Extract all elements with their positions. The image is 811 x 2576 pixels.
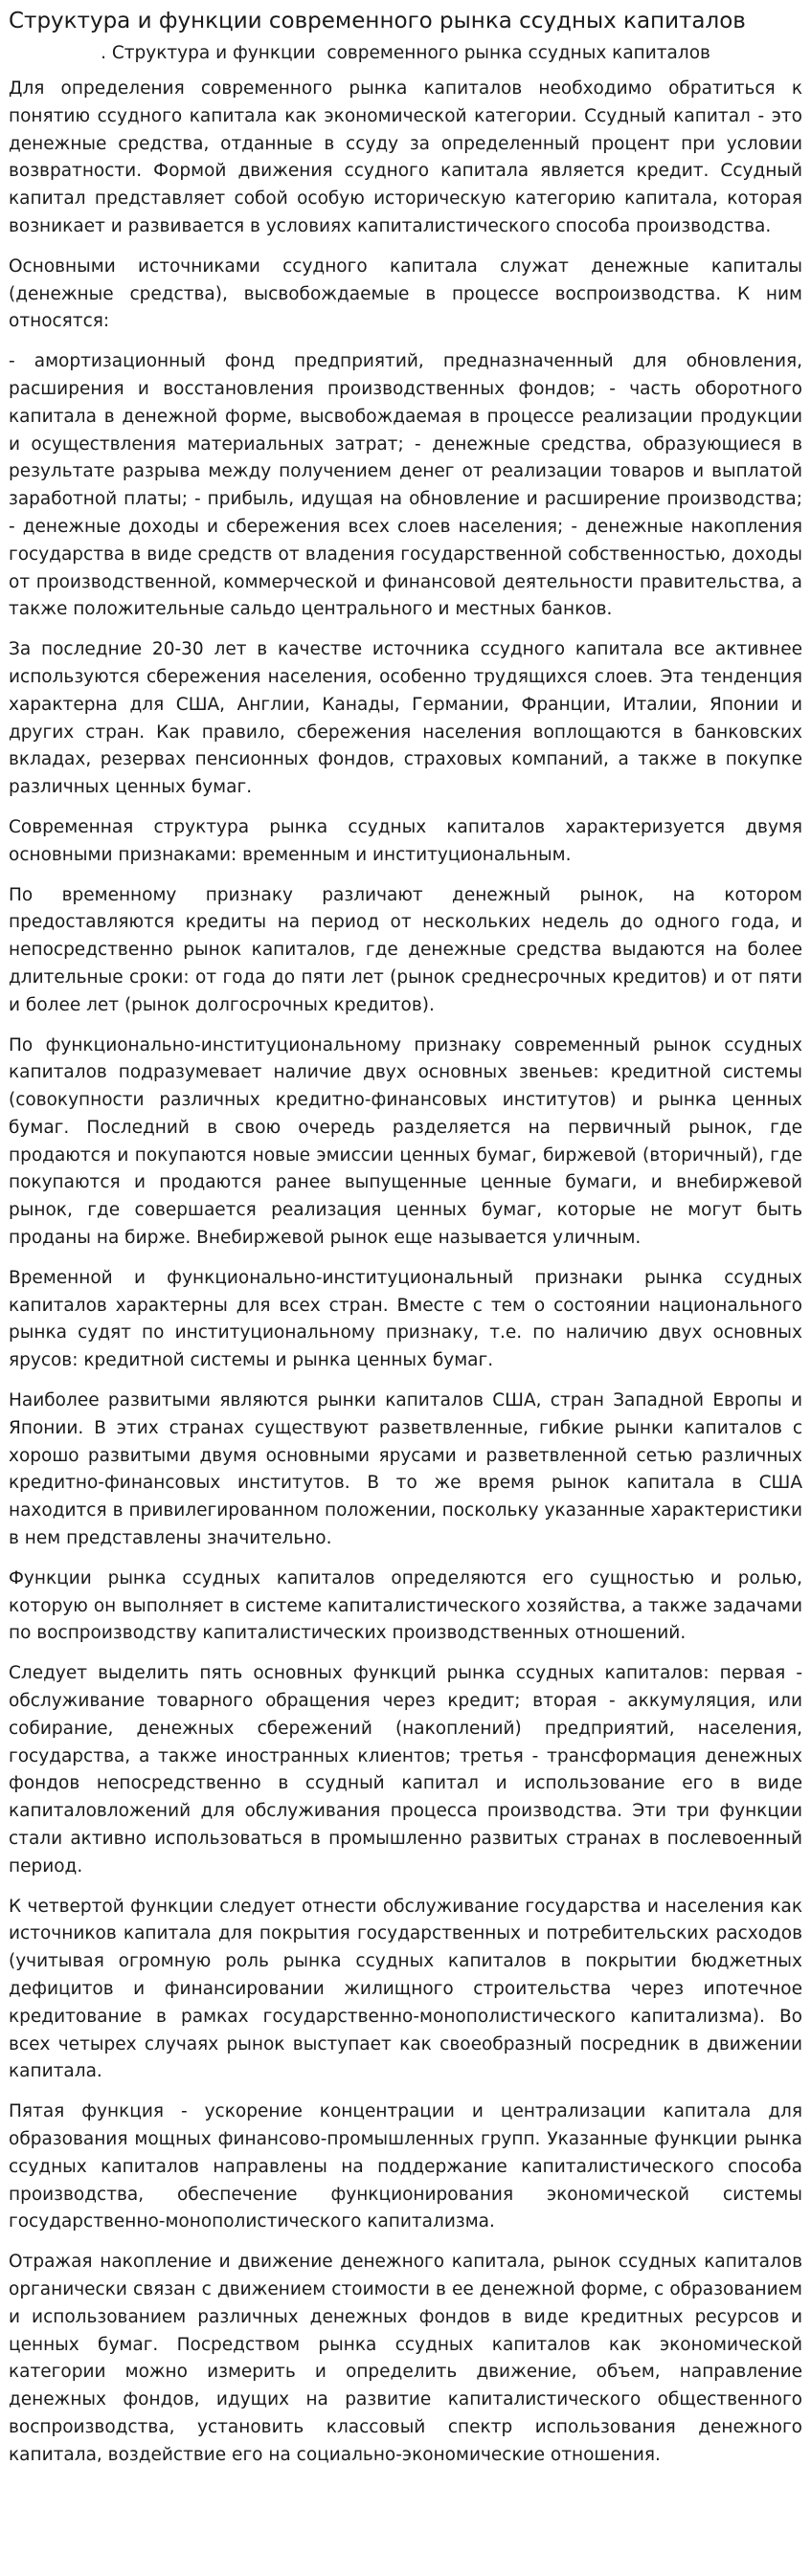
- document-title: Структура и функции современного рынка ссудных капиталов: [9, 9, 746, 33]
- paragraph-2: Основными источниками ссудного капитала служат денежные капиталы (денежные средства), высвобождаемые в процессе воспроизводства. К ним относятся:: [9, 255, 802, 332]
- paragraph-1: Для определения современного рынка капиталов необходимо обратиться к понятию ссудного капитала как экономической категории. Ссудный капитал - это денежные средства, отданные в ссуду за определенный процент при условии возвратности. Формой движения ссудного капитала является кредит. Ссудный капитал представляет собой особую историческую категорию капитала, которая возникает и развивается в условиях капиталистического способа производства.: [9, 78, 802, 236]
- paragraph-13: Пятая функция - ускорение концентрации и централизации капитала для образования мощных финансово-промышленных групп. Указанные функции рынка ссудных капиталов направлены на поддержание капиталистического способа производства, обеспечение функционирования экономической системы государственно-монополистического капитализма.: [9, 2101, 802, 2232]
- paragraph-4: За последние 20-30 лет в качестве источника ссудного капитала все активнее используются сбережения населения, особенно трудящихся слоев. Эта тенденция характерна для США, Англии, Канады, Германии, Франции, Италии, Японии и других стран. Как правило, сбережения населения воплощаются в банковских вкладах, резервах пенсионных фондов, страховых компаний, а также в покупке различных ценных бумаг.: [9, 639, 802, 798]
- paragraph-8: Временной и функционально-институциональный признаки рынка ссудных капиталов характерны для всех стран. Вместе с тем о состоянии национального рынка судят по институциональному признаку, т.е. по наличию двух основных ярусов: кредитной системы и рынка ценных бумаг.: [9, 1267, 802, 1371]
- paragraph-12: К четвертой функции следует отнести обслуживание государства и населения как источников капитала для покрытия государственных и потребительских расходов (учитывая огромную роль рынка ссудных капиталов в покрытии бюджетных дефицитов и финансировании жилищного строительства через ипотечное кредитование в рамках государственно-монополистического капитализма). Во всех четырех случаях рынок выступает как своеобразный посредник в движении капитала.: [9, 1896, 802, 2082]
- document-subtitle: . Структура и функции современного рынка ссудных капиталов: [101, 43, 710, 63]
- paragraph-10: Функции рынка ссудных капиталов определяются его сущностью и ролью, которую он выполняет в системе капиталистического хозяйства, а также задачами по воспроизводству капиталистических производственных отношений.: [9, 1567, 802, 1644]
- paragraph-7: По функционально-институциональному признаку современный рынок ссудных капиталов подразумевает наличие двух основных звеньев: кредитной системы (совокупности различных кредитно-финансовых институтов) и рынка ценных бумаг. Последний в свою очередь разделяется на первичный рынок, где продаются и покупаются новые эмиссии ценных бумаг, биржевой (вторичный), где покупаются и продаются ранее выпущенные ценные бумаги, и внебиржевой рынок, где совершается реализация ценных бумаг, которые не могут быть проданы на бирже. Внебиржевой рынок еще называется уличным.: [9, 1034, 802, 1249]
- paragraph-14: Отражая накопление и движение денежного капитала, рынок ссудных капиталов органически связан с движением стоимости в ее денежной форме, с образованием и использованием различных денежных фондов в виде кредитных ресурсов и ценных бумаг. Посредством рынка ссудных капиталов как экономической категории можно измерить и определить движение, объем, направление денежных фондов, идущих на развитие капиталистического общественного воспроизводства, установить классовый спектр использования денежного капитала, воздействие его на социально-экономические отношения.: [9, 2252, 802, 2465]
- paragraph-3: - амортизационный фонд предприятий, предназначенный для обновления, расширения и восстановления производственных фондов; - часть оборотного капитала в денежной форме, высвобождаемая в процессе реализации продукции и осуществления материальных затрат; - денежные средства, образующиеся в результате разрыва между получением денег от реализации товаров и выплатой заработной платы; - прибыль, идущая на обновление и расширение производства; - денежные доходы и сбережения всех слоев населения; - денежные накопления государства в виде средств от владения государственной собственностью, доходы от производственной, коммерческой и финансовой деятельности правительства, а также положительные сальдо центрального и местных банков.: [9, 351, 802, 620]
- paragraph-11: Следует выделить пять основных функций рынка ссудных капиталов: первая - обслуживание товарного обращения через кредит; вторая - аккумуляция, или собирание, денежных сбережений (накоплений) предприятий, населения, государства, а также иностранных клиентов; третья - трансформация денежных фондов непосредственно в ссудный капитал и использование его в виде капиталовложений для обслуживания процесса производства. Эти три функции стали активно использоваться в промышленно развитых странах в послевоенный период.: [9, 1663, 802, 1876]
- paragraph-6: По временному признаку различают денежный рынок, на котором предоставляются кредиты на период от нескольких недель до одного года, и непосредственно рынок капиталов, где денежные средства выдаются на более длительные сроки: от года до пяти лет (рынок среднесрочных кредитов) и от пяти и более лет (рынок долгосрочных кредитов).: [9, 884, 802, 1015]
- paragraph-5: Современная структура рынка ссудных капиталов характеризуется двумя основными признаками: временным и институциональным.: [9, 816, 802, 865]
- paragraph-9: Наиболее развитыми являются рынки капиталов США, стран Западной Европы и Японии. В этих странах существуют разветвленные, гибкие рынки капиталов с хорошо развитыми двумя основными ярусами и разветвленной сетью различных кредитно-финансовых институтов. В то же время рынок капитала в США находится в привилегированном положении, поскольку указанные характеристики в нем представлены значительно.: [9, 1390, 802, 1549]
